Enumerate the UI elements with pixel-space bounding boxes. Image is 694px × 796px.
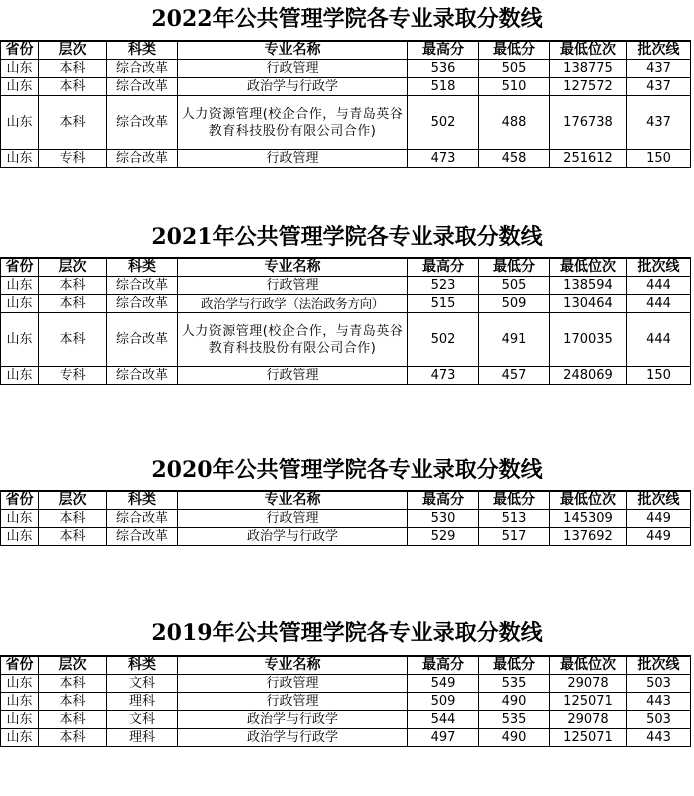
cell-max-score: 515 (408, 295, 479, 313)
cell-category: 综合改革 (107, 510, 178, 528)
cell-province: 山东 (1, 693, 39, 711)
cell-max-score: 473 (408, 150, 479, 168)
cell-major: 人力资源管理(校企合作，与青岛英谷教育科技股份有限公司合作) (178, 313, 408, 367)
cell-province: 山东 (1, 313, 39, 367)
column-header-max-score: 最高分 (408, 656, 479, 675)
cell-level: 本科 (39, 78, 107, 96)
cell-min-rank: 138775 (550, 60, 627, 78)
cell-major: 政治学与行政学（法治政务方向） (178, 295, 408, 313)
column-header-min-score: 最低分 (479, 41, 550, 60)
table-row (1, 711, 691, 729)
cell-min-score: 517 (479, 528, 550, 546)
cell-min-rank: 127572 (550, 78, 627, 96)
column-header-min-rank: 最低位次 (550, 491, 627, 510)
cell-category: 综合改革 (107, 528, 178, 546)
cell-min-score: 490 (479, 729, 550, 747)
column-header-min-score: 最低分 (479, 491, 550, 510)
cell-min-score: 490 (479, 693, 550, 711)
cell-batch-line: 437 (627, 78, 691, 96)
column-header-min-score: 最低分 (479, 258, 550, 277)
cell-batch-line: 443 (627, 693, 691, 711)
cell-min-rank: 125071 (550, 693, 627, 711)
section-title: 2020年公共管理学院各专业录取分数线 (151, 457, 543, 483)
table-row (1, 528, 691, 546)
cell-batch-line: 443 (627, 729, 691, 747)
cell-min-score: 505 (479, 60, 550, 78)
cell-category: 综合改革 (107, 78, 178, 96)
column-header-category: 科类 (107, 491, 178, 510)
cell-max-score: 529 (408, 528, 479, 546)
cell-max-score: 544 (408, 711, 479, 729)
score-table (0, 257, 691, 385)
table-row (1, 729, 691, 747)
cell-category: 理科 (107, 693, 178, 711)
cell-max-score: 536 (408, 60, 479, 78)
cell-category: 综合改革 (107, 60, 178, 78)
cell-batch-line: 503 (627, 675, 691, 693)
cell-level: 专科 (39, 367, 107, 385)
cell-province: 山东 (1, 96, 39, 150)
cell-batch-line: 444 (627, 295, 691, 313)
cell-min-rank: 176738 (550, 96, 627, 150)
cell-max-score: 502 (408, 96, 479, 150)
cell-category: 综合改革 (107, 313, 178, 367)
cell-major: 行政管理 (178, 60, 408, 78)
table-row (1, 78, 691, 96)
score-table (0, 655, 691, 747)
cell-major: 政治学与行政学 (178, 78, 408, 96)
column-header-province: 省份 (1, 41, 39, 60)
cell-level: 本科 (39, 277, 107, 295)
cell-batch-line: 449 (627, 510, 691, 528)
cell-level: 本科 (39, 510, 107, 528)
column-header-category: 科类 (107, 41, 178, 60)
column-header-min-rank: 最低位次 (550, 41, 627, 60)
table-row (1, 277, 691, 295)
cell-province: 山东 (1, 295, 39, 313)
cell-max-score: 497 (408, 729, 479, 747)
cell-province: 山东 (1, 528, 39, 546)
cell-category: 综合改革 (107, 96, 178, 150)
cell-min-rank: 137692 (550, 528, 627, 546)
column-header-min-rank: 最低位次 (550, 656, 627, 675)
table-row (1, 313, 691, 367)
cell-min-rank: 130464 (550, 295, 627, 313)
column-header-max-score: 最高分 (408, 41, 479, 60)
column-header-major: 专业名称 (178, 491, 408, 510)
cell-max-score: 473 (408, 367, 479, 385)
cell-level: 本科 (39, 729, 107, 747)
table-row (1, 96, 691, 150)
cell-batch-line: 444 (627, 313, 691, 367)
column-header-province: 省份 (1, 491, 39, 510)
cell-level: 本科 (39, 711, 107, 729)
cell-batch-line: 150 (627, 150, 691, 168)
column-header-category: 科类 (107, 258, 178, 277)
table-row (1, 675, 691, 693)
cell-major: 行政管理 (178, 367, 408, 385)
cell-province: 山东 (1, 367, 39, 385)
cell-province: 山东 (1, 510, 39, 528)
column-header-batch-line: 批次线 (627, 258, 691, 277)
section-title: 2021年公共管理学院各专业录取分数线 (151, 224, 543, 250)
table-row (1, 367, 691, 385)
header-row (1, 258, 691, 277)
column-header-level: 层次 (39, 656, 107, 675)
column-header-min-rank: 最低位次 (550, 258, 627, 277)
column-header-category: 科类 (107, 656, 178, 675)
cell-province: 山东 (1, 729, 39, 747)
cell-major: 行政管理 (178, 510, 408, 528)
table-row (1, 60, 691, 78)
cell-category: 综合改革 (107, 295, 178, 313)
cell-min-score: 510 (479, 78, 550, 96)
cell-min-rank: 125071 (550, 729, 627, 747)
cell-min-score: 535 (479, 711, 550, 729)
cell-major: 人力资源管理(校企合作，与青岛英谷教育科技股份有限公司合作) (178, 96, 408, 150)
column-header-province: 省份 (1, 656, 39, 675)
cell-major: 政治学与行政学 (178, 528, 408, 546)
cell-category: 文科 (107, 675, 178, 693)
column-header-batch-line: 批次线 (627, 656, 691, 675)
cell-level: 本科 (39, 675, 107, 693)
cell-level: 专科 (39, 150, 107, 168)
cell-min-rank: 251612 (550, 150, 627, 168)
cell-min-score: 509 (479, 295, 550, 313)
table-row (1, 693, 691, 711)
column-header-level: 层次 (39, 41, 107, 60)
cell-batch-line: 503 (627, 711, 691, 729)
cell-level: 本科 (39, 295, 107, 313)
cell-min-score: 488 (479, 96, 550, 150)
header-row (1, 656, 691, 675)
column-header-major: 专业名称 (178, 41, 408, 60)
cell-min-score: 505 (479, 277, 550, 295)
cell-max-score: 509 (408, 693, 479, 711)
cell-min-score: 535 (479, 675, 550, 693)
cell-level: 本科 (39, 313, 107, 367)
cell-max-score: 530 (408, 510, 479, 528)
cell-max-score: 549 (408, 675, 479, 693)
cell-max-score: 523 (408, 277, 479, 295)
cell-min-score: 458 (479, 150, 550, 168)
column-header-batch-line: 批次线 (627, 491, 691, 510)
cell-major: 政治学与行政学 (178, 711, 408, 729)
cell-major: 行政管理 (178, 150, 408, 168)
cell-province: 山东 (1, 711, 39, 729)
cell-min-rank: 29078 (550, 711, 627, 729)
cell-category: 综合改革 (107, 150, 178, 168)
column-header-min-score: 最低分 (479, 656, 550, 675)
cell-level: 本科 (39, 528, 107, 546)
cell-min-rank: 248069 (550, 367, 627, 385)
column-header-batch-line: 批次线 (627, 41, 691, 60)
cell-major: 行政管理 (178, 693, 408, 711)
table-row (1, 295, 691, 313)
cell-province: 山东 (1, 675, 39, 693)
column-header-major: 专业名称 (178, 656, 408, 675)
cell-category: 综合改革 (107, 367, 178, 385)
cell-level: 本科 (39, 693, 107, 711)
header-row (1, 41, 691, 60)
cell-level: 本科 (39, 60, 107, 78)
cell-major: 行政管理 (178, 675, 408, 693)
column-header-max-score: 最高分 (408, 491, 479, 510)
column-header-level: 层次 (39, 491, 107, 510)
cell-min-rank: 29078 (550, 675, 627, 693)
column-header-major: 专业名称 (178, 258, 408, 277)
cell-batch-line: 444 (627, 277, 691, 295)
table-row (1, 510, 691, 528)
cell-province: 山东 (1, 78, 39, 96)
cell-min-rank: 138594 (550, 277, 627, 295)
cell-batch-line: 437 (627, 96, 691, 150)
cell-min-score: 513 (479, 510, 550, 528)
cell-min-score: 457 (479, 367, 550, 385)
cell-batch-line: 437 (627, 60, 691, 78)
section-title: 2022年公共管理学院各专业录取分数线 (151, 6, 543, 32)
cell-category: 综合改革 (107, 277, 178, 295)
cell-batch-line: 150 (627, 367, 691, 385)
section-title: 2019年公共管理学院各专业录取分数线 (151, 620, 543, 646)
column-header-max-score: 最高分 (408, 258, 479, 277)
score-table (0, 40, 691, 168)
table-row (1, 150, 691, 168)
score-table (0, 490, 691, 546)
cell-level: 本科 (39, 96, 107, 150)
header-row (1, 491, 691, 510)
cell-major: 行政管理 (178, 277, 408, 295)
cell-category: 文科 (107, 711, 178, 729)
cell-max-score: 502 (408, 313, 479, 367)
cell-min-rank: 170035 (550, 313, 627, 367)
cell-province: 山东 (1, 60, 39, 78)
cell-batch-line: 449 (627, 528, 691, 546)
cell-min-score: 491 (479, 313, 550, 367)
cell-province: 山东 (1, 277, 39, 295)
cell-province: 山东 (1, 150, 39, 168)
cell-major: 政治学与行政学 (178, 729, 408, 747)
column-header-province: 省份 (1, 258, 39, 277)
cell-min-rank: 145309 (550, 510, 627, 528)
column-header-level: 层次 (39, 258, 107, 277)
cell-max-score: 518 (408, 78, 479, 96)
cell-category: 理科 (107, 729, 178, 747)
